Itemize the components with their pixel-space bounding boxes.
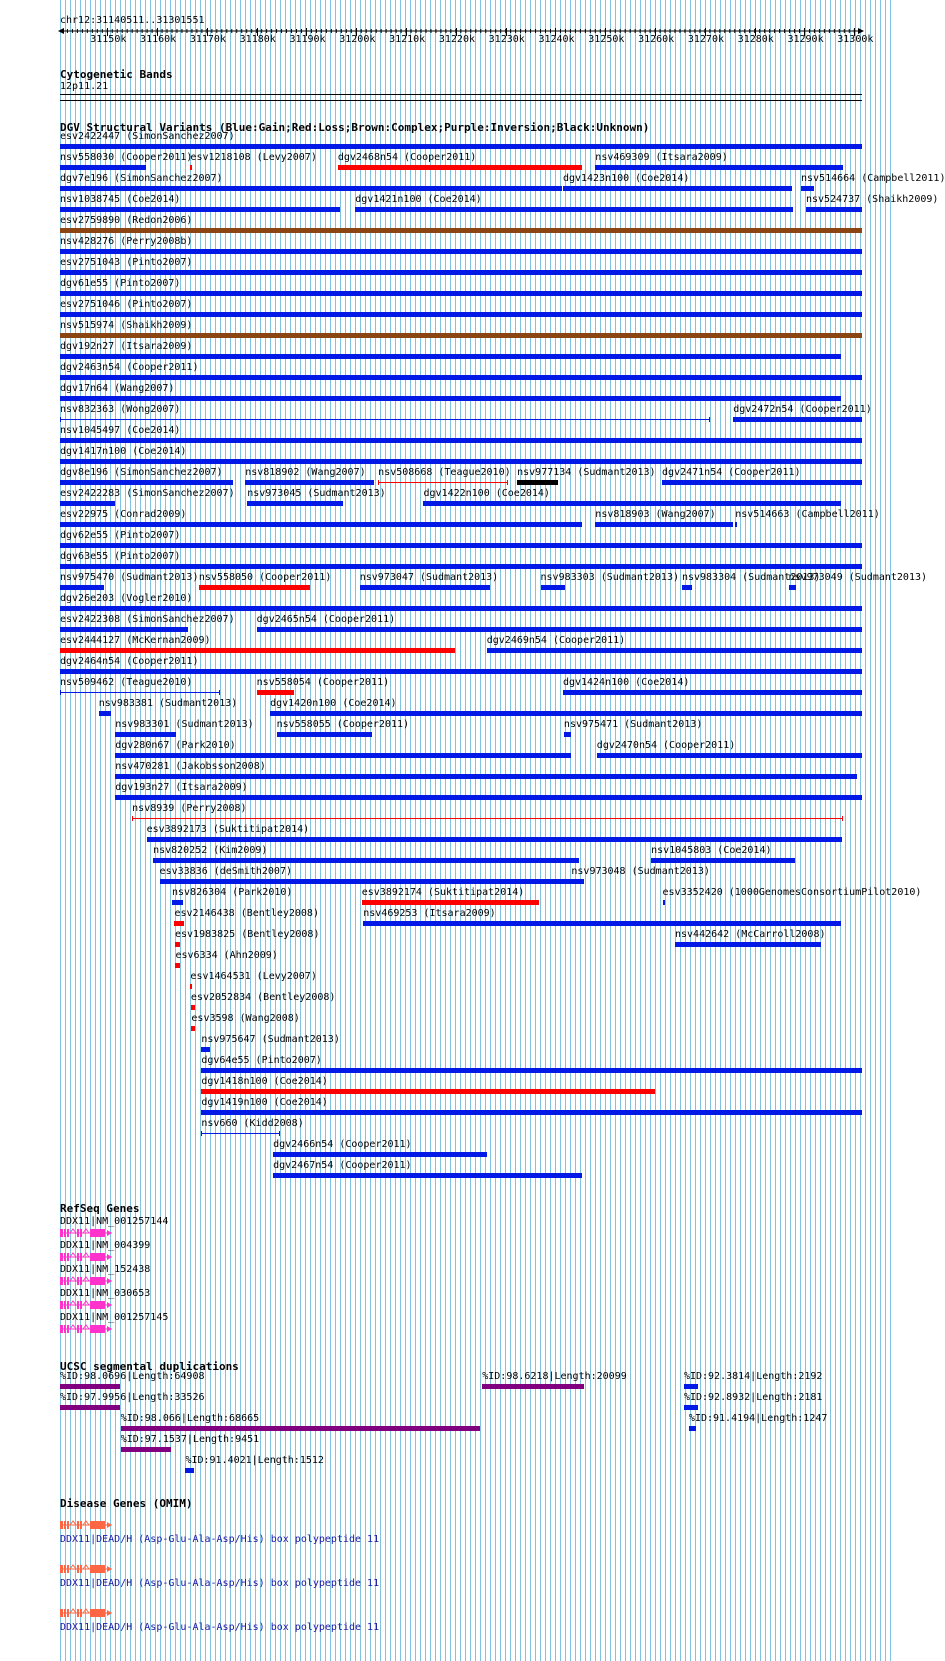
omim-title: Disease Genes (OMIM) (60, 1497, 193, 1510)
dgv-feature-label: nsv1045803 (Coe2014) (651, 845, 772, 856)
dgv-feature-bar (423, 501, 840, 506)
dgv-feature-bar (147, 837, 842, 842)
dgv-feature-end (201, 1131, 202, 1136)
segdup-bar (482, 1384, 584, 1389)
refseq-gene-glyph (60, 1324, 116, 1334)
dgv-feature-label: dgv2468n54 (Cooper2011) (337, 152, 477, 163)
dgv-feature-bar (60, 396, 841, 401)
dgv-feature-label: esv3892173 (Suktitipat2014) (146, 824, 310, 835)
dgv-feature-bar (245, 480, 373, 485)
dgv-feature-bar (60, 669, 862, 674)
ruler-tick-label: 31270k (687, 34, 724, 45)
segdup-label: %ID:98.066|Length:68665 (120, 1413, 260, 1424)
dgv-feature-bar (487, 648, 862, 653)
ruler-tick-label: 31230k (488, 34, 525, 45)
dgv-feature-label: nsv973049 (Sudmant2013) (788, 572, 928, 583)
dgv-feature-label: nsv832363 (Wong2007) (60, 404, 181, 415)
refseq-gene-glyph (60, 1276, 116, 1286)
dgv-feature-bar (597, 753, 862, 758)
dgv-feature-bar (60, 144, 862, 149)
dgv-feature-bar (201, 1110, 862, 1115)
ruler-tick-label: 31210k (389, 34, 426, 45)
dgv-feature-label: nsv515974 (Shaikh2009) (60, 320, 193, 331)
ruler-tick-label: 31220k (438, 34, 475, 45)
dgv-feature-label: dgv61e55 (Pinto2007) (60, 278, 181, 289)
dgv-feature-label: nsv8939 (Perry2008) (132, 803, 247, 814)
dgv-feature-bar (801, 186, 814, 191)
ruler-tick-label: 31240k (538, 34, 575, 45)
dgv-feature-label: nsv826304 (Park2010) (171, 887, 293, 898)
dgv-feature-bar (270, 711, 862, 716)
dgv-feature-bar (675, 942, 821, 947)
dgv-feature-bar (115, 795, 862, 800)
dgv-feature-label: dgv2464n54 (Cooper2011) (60, 656, 199, 667)
dgv-feature-label: nsv983303 (Sudmant2013) (540, 572, 679, 583)
segdup-bar (60, 1384, 120, 1389)
dgv-feature-label: esv22975 (Conrad2009) (60, 509, 187, 520)
dgv-feature-bar (360, 585, 490, 590)
dgv-feature-label: nsv983304 (Sudmant2013) (681, 572, 821, 583)
dgv-feature-bar (338, 165, 583, 170)
ruler-tick-label: 31250k (588, 34, 625, 45)
dgv-feature-bar (191, 1005, 195, 1010)
dgv-feature-bar (172, 900, 183, 905)
dgv-feature-bar (60, 207, 340, 212)
dgv-feature-label: dgv8e196 (SimonSanchez2007) (60, 467, 223, 478)
refseq-gene-glyph (60, 1252, 116, 1262)
dgv-feature-label: esv1983825 (Bentley2008) (174, 929, 320, 940)
segdup-label: %ID:92.3814|Length:2192 (683, 1371, 823, 1382)
dgv-feature-bar (60, 165, 146, 170)
dgv-feature-label: nsv983381 (Sudmant2013) (98, 698, 238, 709)
omim-gene-glyph (60, 1608, 116, 1618)
dgv-feature-bar (277, 732, 373, 737)
dgv-feature-label: dgv26e203 (Vogler2010) (60, 593, 193, 604)
dgv-feature-label: nsv558050 (Cooper2011) (198, 572, 332, 583)
dgv-feature-label: dgv63e55 (Pinto2007) (60, 551, 181, 562)
dgv-feature-label: nsv818902 (Wang2007) (245, 467, 366, 478)
ruler-tick-label: 31290k (787, 34, 824, 45)
dgv-feature-bar (662, 480, 862, 485)
dgv-feature-label: esv1464531 (Levy2007) (190, 971, 317, 982)
dgv-feature-label: dgv2471n54 (Cooper2011) (662, 467, 801, 478)
dgv-feature-label: esv3352420 (1000GenomesConsortiumPilot2010) (662, 887, 922, 898)
segdup-label: %ID:98.6218|Length:20099 (482, 1371, 627, 1382)
dgv-feature-label: nsv558055 (Cooper2011) (276, 719, 410, 730)
ruler-tick-label: 31170k (189, 34, 226, 45)
dgv-feature-label: esv2422283 (SimonSanchez2007) (60, 488, 235, 499)
segdup-label: %ID:98.0696|Length:64908 (60, 1371, 205, 1382)
dgv-feature-label: esv2759890 (Redon2006) (60, 215, 193, 226)
dgv-feature-label: dgv2465n54 (Cooper2011) (256, 614, 396, 625)
dgv-feature-label: nsv524737 (Shaikh2009) (805, 194, 939, 205)
ruler-tick-label: 31260k (638, 34, 675, 45)
dgv-feature-bar (60, 249, 862, 254)
ruler-tick-label: 31150k (90, 34, 127, 45)
dgv-feature-bar (651, 858, 794, 863)
dgv-feature-end (279, 1131, 280, 1136)
dgv-feature-label: dgv192n27 (Itsara2009) (60, 341, 193, 352)
refseq-gene-label: DDX11|NM_152438 (60, 1264, 151, 1275)
dgv-feature-bar (363, 921, 841, 926)
segdup-bar (60, 1405, 120, 1410)
dgv-feature-label: esv2422308 (SimonSanchez2007) (60, 614, 235, 625)
dgv-feature-bar (201, 1047, 210, 1052)
dgv-feature-label: nsv508668 (Teague2010) (378, 467, 511, 478)
dgv-feature-bar (733, 417, 862, 422)
dgv-feature-label: nsv428276 (Perry2008b) (60, 236, 193, 247)
dgv-feature-bar (541, 585, 565, 590)
dgv-feature-label: nsv973045 (Sudmant2013) (247, 488, 386, 499)
dgv-feature-bar (273, 1173, 582, 1178)
dgv-feature-end (709, 417, 710, 422)
dgv-feature-label: dgv7e196 (SimonSanchez2007) (60, 173, 223, 184)
dgv-feature-bar (563, 690, 862, 695)
dgv-feature-label: nsv975647 (Sudmant2013) (201, 1034, 340, 1045)
dgv-feature-bar (60, 354, 841, 359)
dgv-feature-bar (132, 818, 843, 819)
cytoband-title: Cytogenetic Bands (60, 68, 173, 81)
dgv-feature-bar (60, 648, 455, 653)
dgv-feature-label: dgv1417n100 (Coe2014) (60, 446, 187, 457)
refseq-gene-label: DDX11|NM_001257144 (60, 1216, 169, 1227)
dgv-feature-label: nsv514664 (Campbell2011) (800, 173, 945, 184)
dgv-feature-bar (247, 501, 343, 506)
segdup-label: %ID:97.1537|Length:9451 (120, 1434, 260, 1445)
dgv-feature-bar (60, 270, 862, 275)
dgv-feature-bar (60, 692, 220, 693)
dgv-feature-label: esv3892174 (Suktitipat2014) (361, 887, 525, 898)
dgv-feature-bar (355, 207, 792, 212)
dgv-feature-label: esv2146438 (Bentley2008) (174, 908, 319, 919)
dgv-feature-bar (60, 585, 104, 590)
dgv-feature-bar (682, 585, 692, 590)
dgv-feature-bar (190, 165, 192, 170)
dgv-feature-bar (564, 732, 571, 737)
dgv-feature-bar (115, 732, 176, 737)
dgv-feature-bar (806, 207, 862, 212)
dgv-feature-bar (563, 186, 792, 191)
dgv-feature-bar (201, 1133, 280, 1134)
dgv-feature-label: esv6334 (Ahn2009) (175, 950, 278, 961)
dgv-feature-label: esv1218108 (Levy2007) (190, 152, 317, 163)
segdup-title: UCSC segmental duplications (60, 1360, 239, 1373)
dgv-feature-bar (663, 900, 665, 905)
dgv-feature-bar (595, 165, 843, 170)
dgv-feature-bar (257, 690, 294, 695)
dgv-feature-label: nsv470281 (Jakobsson2008) (115, 761, 266, 772)
dgv-feature-label: esv2751046 (Pinto2007) (60, 299, 193, 310)
dgv-feature-bar (789, 585, 796, 590)
dgv-feature-label: dgv1424n100 (Coe2014) (562, 677, 690, 688)
dgv-feature-label: dgv2472n54 (Cooper2011) (733, 404, 872, 415)
dgv-feature-label: esv2422447 (SimonSanchez2007) (60, 131, 235, 142)
ruler-tick-label: 31190k (289, 34, 326, 45)
region-label: chr12:31140511..31301551 (60, 15, 205, 26)
dgv-feature-bar (378, 482, 508, 483)
dgv-feature-label: nsv469309 (Itsara2009) (595, 152, 728, 163)
dgv-feature-label: nsv975471 (Sudmant2013) (563, 719, 703, 730)
dgv-feature-end (132, 816, 133, 821)
segdup-bar (684, 1384, 698, 1389)
dgv-feature-label: dgv1421n100 (Coe2014) (355, 194, 482, 205)
dgv-feature-label: nsv558030 (Cooper2011) (60, 152, 193, 163)
dgv-feature-label: esv3598 (Wang2008) (191, 1013, 300, 1024)
dgv-feature-label: nsv558054 (Cooper2011) (256, 677, 390, 688)
segdup-label: %ID:97.9956|Length:33526 (60, 1392, 205, 1403)
dgv-feature-label: nsv469253 (Itsara2009) (363, 908, 496, 919)
dgv-feature-label: esv2444127 (McKernan2009) (60, 635, 211, 646)
dgv-feature-bar (201, 1068, 862, 1073)
dgv-feature-label: nsv1038745 (Coe2014) (60, 194, 181, 205)
dgv-feature-bar (60, 543, 862, 548)
dgv-feature-label: esv2751043 (Pinto2007) (60, 257, 193, 268)
dgv-feature-bar (60, 291, 862, 296)
dgv-feature-label: dgv17n64 (Wang2007) (60, 383, 175, 394)
dgv-feature-bar (174, 921, 184, 926)
dgv-feature-bar (191, 1026, 195, 1031)
dgv-feature-bar (60, 480, 233, 485)
segdup-label: %ID:91.4194|Length:1247 (688, 1413, 828, 1424)
dgv-feature-label: nsv660 (Kidd2008) (201, 1118, 304, 1129)
refseq-gene-label: DDX11|NM_004399 (60, 1240, 151, 1251)
segdup-bar (684, 1405, 698, 1410)
dgv-feature-label: nsv818903 (Wang2007) (595, 509, 716, 520)
dgv-feature-bar (199, 585, 311, 590)
dgv-feature-bar (60, 564, 862, 569)
refseq-gene-label: DDX11|NM_030653 (60, 1288, 151, 1299)
dgv-feature-end (60, 417, 61, 422)
refseq-gene-glyph (60, 1300, 116, 1310)
dgv-feature-end (60, 690, 61, 695)
segdup-label: %ID:91.4021|Length:1512 (185, 1455, 324, 1466)
dgv-feature-label: nsv973047 (Sudmant2013) (359, 572, 499, 583)
dgv-feature-bar (60, 419, 710, 420)
dgv-feature-bar (60, 438, 862, 443)
dgv-feature-bar (115, 753, 571, 758)
ruler-tick-label: 31160k (140, 34, 177, 45)
dgv-feature-label: dgv2463n54 (Cooper2011) (60, 362, 199, 373)
dgv-feature-label: esv33836 (deSmith2007) (159, 866, 292, 877)
dgv-feature-label: nsv977134 (Sudmant2013) (517, 467, 656, 478)
dgv-feature-label: dgv1418n100 (Coe2014) (201, 1076, 328, 1087)
dgv-feature-bar (273, 1152, 487, 1157)
ruler-tick-label: 31300k (837, 34, 874, 45)
dgv-feature-label: nsv514663 (Campbell2011) (735, 509, 880, 520)
segdup-label: %ID:92.8932|Length:2181 (683, 1392, 823, 1403)
dgv-feature-label: nsv509462 (Teague2010) (60, 677, 193, 688)
dgv-title: DGV Structural Variants (Blue:Gain;Red:Loss;Brown:Complex;Purple:Inversion;Black:Unknown) (60, 121, 650, 134)
segdup-bar (121, 1447, 171, 1452)
refseq-gene-label: DDX11|NM_001257145 (60, 1312, 169, 1323)
dgv-feature-bar (362, 900, 539, 905)
dgv-feature-bar (190, 984, 192, 989)
dgv-feature-label: dgv1422n100 (Coe2014) (423, 488, 550, 499)
refseq-gene-glyph (60, 1228, 116, 1238)
omim-gene-label: DDX11|DEAD/H (Asp-Glu-Ala-Asp/His) box polypeptide 11 (60, 1578, 380, 1589)
dgv-feature-bar (175, 963, 180, 968)
dgv-feature-bar (60, 312, 862, 317)
dgv-feature-label: dgv2467n54 (Cooper2011) (273, 1160, 412, 1171)
dgv-feature-bar (60, 501, 115, 506)
dgv-feature-bar (735, 522, 737, 527)
dgv-feature-label: esv2052834 (Bentley2008) (190, 992, 336, 1003)
dgv-feature-label: dgv193n27 (Itsara2009) (115, 782, 248, 793)
dgv-feature-bar (257, 627, 862, 632)
dgv-feature-label: dgv64e55 (Pinto2007) (201, 1055, 322, 1066)
dgv-feature-label: nsv1045497 (Coe2014) (60, 425, 181, 436)
dgv-feature-bar (60, 522, 582, 527)
ruler-tick-label: 31180k (239, 34, 276, 45)
dgv-feature-label: dgv1419n100 (Coe2014) (201, 1097, 328, 1108)
ruler-tick-label: 31280k (737, 34, 774, 45)
segdup-bar (121, 1426, 480, 1431)
dgv-feature-bar (60, 186, 562, 191)
dgv-feature-end (507, 480, 508, 485)
dgv-feature-label: dgv2466n54 (Cooper2011) (273, 1139, 412, 1150)
dgv-feature-bar (201, 1089, 654, 1094)
cytoband-label: 12p11.21 (60, 81, 109, 92)
dgv-feature-label: nsv820252 (Kim2009) (153, 845, 268, 856)
dgv-feature-bar (175, 942, 180, 947)
dgv-feature-label: dgv2470n54 (Cooper2011) (596, 740, 736, 751)
dgv-feature-label: nsv983301 (Sudmant2013) (115, 719, 254, 730)
dgv-feature-bar (571, 879, 584, 884)
omim-gene-label: DDX11|DEAD/H (Asp-Glu-Ala-Asp/His) box polypeptide 11 (60, 1622, 380, 1633)
segdup-bar (185, 1468, 193, 1473)
dgv-feature-bar (160, 879, 572, 884)
cytoband-line-top (60, 94, 862, 95)
dgv-feature-bar (595, 522, 732, 527)
omim-gene-glyph (60, 1564, 116, 1574)
dgv-feature-end (842, 816, 843, 821)
ruler-tick-label: 31200k (339, 34, 376, 45)
dgv-feature-end (378, 480, 379, 485)
dgv-feature-bar (60, 375, 862, 380)
dgv-feature-label: dgv2469n54 (Cooper2011) (486, 635, 626, 646)
cytoband-line-bottom (60, 100, 862, 101)
segdup-bar (689, 1426, 696, 1431)
dgv-feature-label: nsv442642 (McCarroll2008) (674, 929, 826, 940)
dgv-feature-label: dgv280n67 (Park2010) (115, 740, 236, 751)
refseq-title: RefSeq Genes (60, 1202, 140, 1215)
dgv-feature-label: dgv1423n100 (Coe2014) (562, 173, 690, 184)
dgv-feature-bar (60, 459, 862, 464)
dgv-feature-label: nsv973048 (Sudmant2013) (571, 866, 710, 877)
dgv-feature-bar (60, 333, 862, 338)
dgv-feature-bar (517, 480, 558, 485)
dgv-feature-bar (60, 228, 862, 233)
omim-gene-glyph (60, 1520, 116, 1530)
dgv-feature-label: dgv62e55 (Pinto2007) (60, 530, 181, 541)
dgv-feature-bar (115, 774, 857, 779)
dgv-feature-label: nsv975470 (Sudmant2013) (60, 572, 199, 583)
dgv-feature-label: dgv1420n100 (Coe2014) (270, 698, 397, 709)
omim-gene-label: DDX11|DEAD/H (Asp-Glu-Ala-Asp/His) box polypeptide 11 (60, 1534, 380, 1545)
dgv-feature-bar (60, 606, 862, 611)
dgv-feature-bar (153, 858, 579, 863)
dgv-feature-bar (60, 627, 188, 632)
dgv-feature-end (219, 690, 220, 695)
dgv-feature-bar (99, 711, 111, 716)
